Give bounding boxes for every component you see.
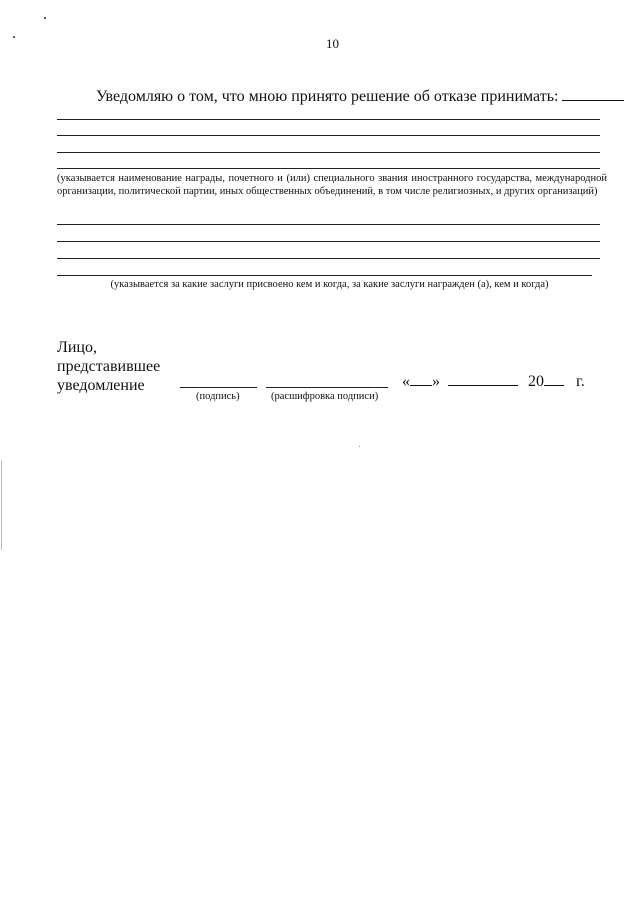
scan-speck	[359, 446, 360, 447]
signature-caption: (подпись)	[196, 391, 240, 402]
signature-decoding-line	[266, 387, 388, 388]
award-instruction-note: (указывается наименование награды, почетного и (или) специального звания иностранного государства, международной организации, политической партии, иных общественных объединений, в том числе религиозных, и других организаций)	[57, 173, 607, 197]
signature-decoding-caption: (расшифровка подписи)	[271, 391, 379, 402]
heading-text: Уведомляю о том, что мною принято решение об отказе принимать:	[96, 88, 559, 105]
year-blank	[544, 371, 564, 386]
year-prefix: 20	[528, 373, 544, 390]
award-fill-line	[57, 168, 600, 169]
day-blank	[410, 371, 432, 386]
merits-fill-line	[57, 258, 600, 259]
date-open-quote: «	[402, 373, 410, 390]
merits-fill-line	[57, 224, 600, 225]
award-fill-line	[57, 152, 600, 153]
notification-heading	[96, 86, 624, 106]
heading-blank-line	[562, 86, 624, 101]
person-label-line: Лицо,	[57, 339, 97, 356]
year-suffix: г.	[576, 373, 585, 390]
date-field	[402, 371, 585, 391]
person-label-line: уведомление	[57, 377, 145, 394]
merits-fill-line	[57, 241, 600, 242]
scan-speck	[44, 17, 46, 19]
award-fill-line	[57, 119, 600, 120]
merits-instruction-note: (указывается за какие заслуги присвоено кем и когда, за какие заслуги награжден (а), кем и когда)	[110, 279, 549, 290]
merits-fill-line	[57, 275, 592, 276]
person-label	[57, 338, 160, 395]
month-blank	[448, 371, 518, 386]
scan-edge-mark	[1, 460, 2, 550]
scan-speck	[13, 36, 15, 38]
page-number: 10	[326, 36, 339, 51]
award-fill-line	[57, 135, 600, 136]
date-close-quote: »	[432, 373, 440, 390]
person-label-line: представившее	[57, 358, 161, 375]
signature-line	[180, 387, 257, 388]
